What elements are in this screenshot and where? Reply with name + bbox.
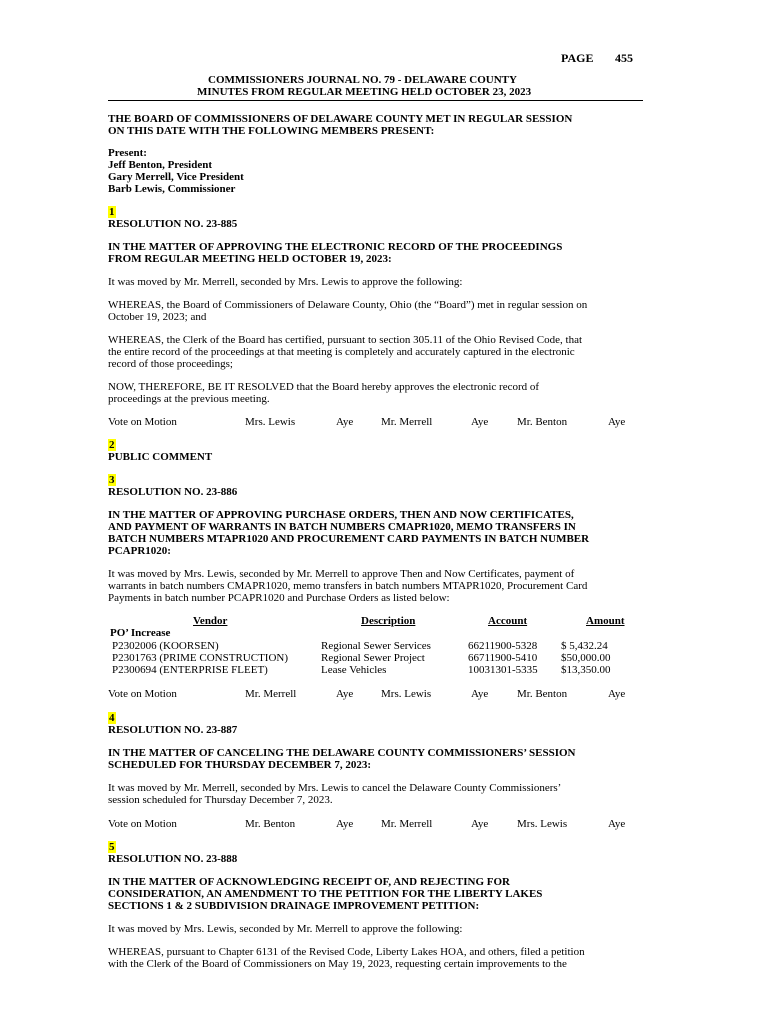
- table-cell-account: 66211900-5328: [468, 640, 538, 652]
- voter-name: Mrs. Lewis: [245, 416, 296, 428]
- item1-title-line-1: IN THE MATTER OF APPROVING THE ELECTRONIC RECORD OF THE PROCEEDINGS: [108, 241, 563, 253]
- table-section-label: PO’ Increase: [110, 627, 171, 639]
- vote-label: Vote on Motion: [108, 818, 177, 830]
- voter-name: Mr. Benton: [245, 818, 296, 830]
- resolution-23-887: RESOLUTION NO. 23-887: [108, 724, 238, 736]
- table-cell-vendor: P2301763 (PRIME CONSTRUCTION): [112, 652, 289, 664]
- table-cell-vendor: P2302006 (KOORSEN): [112, 640, 219, 652]
- vote-label: Vote on Motion: [108, 688, 177, 700]
- vote-value: Aye: [471, 416, 489, 428]
- item3-title-line-2: AND PAYMENT OF WARRANTS IN BATCH NUMBERS CMAPR1020, MEMO TRANSFERS IN: [108, 521, 576, 533]
- vote-label: Vote on Motion: [108, 416, 177, 428]
- item4-moved-line-2: session scheduled for Thursday December 7, 2023.: [108, 794, 333, 806]
- table-cell-amount: $13,350.00: [561, 664, 611, 676]
- public-comment-heading: PUBLIC COMMENT: [108, 451, 213, 463]
- resolution-23-885: RESOLUTION NO. 23-885: [108, 218, 238, 230]
- item3-moved-line-1: It was moved by Mrs. Lewis, seconded by Mr. Merrell to approve Then and Now Certificates, payment of: [108, 568, 575, 580]
- table-cell-vendor: P2300694 (ENTERPRISE FLEET): [112, 664, 268, 676]
- vote-value: Aye: [608, 818, 626, 830]
- item5-title-line-1: IN THE MATTER OF ACKNOWLEDGING RECEIPT OF, AND REJECTING FOR: [108, 876, 510, 888]
- item3-title-line-3: BATCH NUMBERS MTAPR1020 AND PROCUREMENT CARD PAYMENTS IN BATCH NUMBER: [108, 533, 590, 545]
- page-label: PAGE: [561, 51, 594, 65]
- item3-title-line-1: IN THE MATTER OF APPROVING PURCHASE ORDERS, THEN AND NOW CERTIFICATES,: [108, 509, 574, 521]
- item1-whereas1-line-2: October 19, 2023; and: [108, 311, 207, 323]
- item1-title-line-2: FROM REGULAR MEETING HELD OCTOBER 19, 2023:: [108, 253, 392, 265]
- item1-whereas2-line-2: the entire record of the proceedings at that meeting is completely and accurately captured in the electronic: [108, 346, 575, 358]
- table-header-vendor: Vendor: [193, 615, 228, 627]
- header-rule: [108, 100, 643, 101]
- item4-title-line-1: IN THE MATTER OF CANCELING THE DELAWARE COUNTY COMMISSIONERS’ SESSION: [108, 747, 576, 759]
- item4-moved-line-1: It was moved by Mr. Merrell, seconded by Mrs. Lewis to cancel the Delaware County Commissioners’: [108, 782, 562, 794]
- item5-moved: It was moved by Mrs. Lewis, seconded by Mr. Merrell to approve the following:: [108, 923, 463, 935]
- member-vice-president: Gary Merrell, Vice President: [108, 171, 244, 183]
- item-number-4: 4: [109, 712, 115, 724]
- item1-resolved-line-1: NOW, THEREFORE, BE IT RESOLVED that the Board hereby approves the electronic record of: [108, 381, 540, 393]
- item-number-3: 3: [109, 474, 115, 486]
- vote-value: Aye: [471, 688, 489, 700]
- member-commissioner: Barb Lewis, Commissioner: [108, 183, 236, 195]
- table-header-account: Account: [488, 615, 528, 627]
- item4-title-line-2: SCHEDULED FOR THURSDAY DECEMBER 7, 2023:: [108, 759, 372, 771]
- item1-whereas2-line-1: WHEREAS, the Clerk of the Board has certified, pursuant to section 305.11 of the Ohio Revised Code, that: [108, 334, 583, 346]
- table-cell-description: Regional Sewer Project: [321, 652, 425, 664]
- item-number-2: 2: [109, 439, 115, 451]
- resolution-23-886: RESOLUTION NO. 23-886: [108, 486, 238, 498]
- voter-name: Mrs. Lewis: [381, 688, 432, 700]
- item1-resolved-line-2: proceedings at the previous meeting.: [108, 393, 270, 405]
- item5-whereas-line-2: with the Clerk of the Board of Commissioners on May 19, 2023, requesting certain improvements to the: [108, 958, 567, 970]
- item-number-1: 1: [109, 206, 115, 218]
- item5-title-line-3: SECTIONS 1 & 2 SUBDIVISION DRAINAGE IMPROVEMENT PETITION:: [108, 900, 480, 912]
- item1-whereas2-line-3: record of those proceedings;: [108, 358, 233, 370]
- item-number-5: 5: [109, 841, 115, 853]
- table-header-description: Description: [361, 615, 416, 627]
- item5-whereas-line-1: WHEREAS, pursuant to Chapter 6131 of the Revised Code, Liberty Lakes HOA, and others, filed a petition: [108, 946, 585, 958]
- voter-name: Mr. Merrell: [245, 688, 297, 700]
- member-president: Jeff Benton, President: [108, 159, 212, 171]
- voter-name: Mrs. Lewis: [517, 818, 568, 830]
- intro-line-2: ON THIS DATE WITH THE FOLLOWING MEMBERS PRESENT:: [108, 125, 435, 137]
- voter-name: Mr. Merrell: [381, 818, 433, 830]
- present-label: Present:: [108, 147, 147, 159]
- table-cell-amount: $ 5,432.24: [561, 640, 608, 652]
- page-number: 455: [615, 51, 633, 65]
- voter-name: Mr. Benton: [517, 688, 568, 700]
- item1-moved: It was moved by Mr. Merrell, seconded by Mrs. Lewis to approve the following:: [108, 276, 463, 288]
- voter-name: Mr. Merrell: [381, 416, 433, 428]
- voter-name: Mr. Benton: [517, 416, 568, 428]
- vote-value: Aye: [336, 416, 354, 428]
- table-cell-description: Lease Vehicles: [321, 664, 387, 676]
- vote-value: Aye: [336, 688, 354, 700]
- item1-whereas1-line-1: WHEREAS, the Board of Commissioners of Delaware County, Ohio (the “Board”) met in regular session on: [108, 299, 588, 311]
- vote-value: Aye: [336, 818, 354, 830]
- table-cell-description: Regional Sewer Services: [321, 640, 431, 652]
- minutes-line: MINUTES FROM REGULAR MEETING HELD OCTOBER 23, 2023: [197, 86, 532, 98]
- table-cell-account: 66711900-5410: [468, 652, 538, 664]
- resolution-23-888: RESOLUTION NO. 23-888: [108, 853, 238, 865]
- vote-value: Aye: [471, 818, 489, 830]
- table-cell-amount: $50,000.00: [561, 652, 611, 664]
- vote-value: Aye: [608, 416, 626, 428]
- item3-title-line-4: PCAPR1020:: [108, 545, 171, 557]
- vote-value: Aye: [608, 688, 626, 700]
- intro-line-1: THE BOARD OF COMMISSIONERS OF DELAWARE COUNTY MET IN REGULAR SESSION: [108, 113, 573, 125]
- item3-moved-line-2: warrants in batch numbers CMAPR1020, memo transfers in batch numbers MTAPR1020, Procurement Card: [108, 580, 588, 592]
- journal-line: COMMISSIONERS JOURNAL NO. 79 - DELAWARE COUNTY: [208, 74, 517, 86]
- table-header-amount: Amount: [586, 615, 625, 627]
- item5-title-line-2: CONSIDERATION, AN AMENDMENT TO THE PETITION FOR THE LIBERTY LAKES: [108, 888, 543, 900]
- table-cell-account: 10031301-5335: [468, 664, 538, 676]
- item3-moved-line-3: Payments in batch number PCAPR1020 and Purchase Orders as listed below:: [108, 592, 450, 604]
